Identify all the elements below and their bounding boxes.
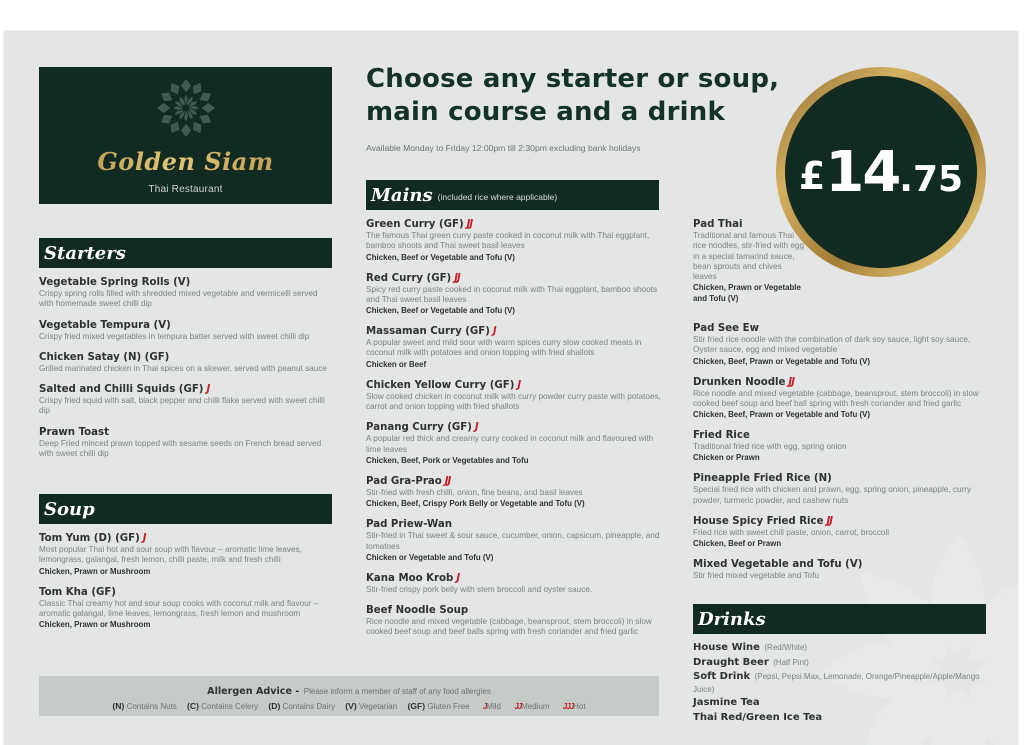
- item-name: Kana Moo Krob: [366, 572, 454, 584]
- offer-headline: [366, 63, 796, 129]
- item-options: Chicken, Beef or Vegetable and Tofu (V): [366, 252, 515, 262]
- item-name: Pad Priew-Wan: [366, 519, 452, 531]
- menu-item: [366, 604, 661, 638]
- item-description: Grilled marinated chicken in Thai spices on a skewer, served with peanut sauce: [39, 363, 327, 373]
- allergen-advice-text: Please inform a member of staff of any food allergies: [303, 687, 491, 696]
- item-description: Most popular Thai hot and sour soup with flavour – aromatic lime leaves, lemongrass, galangal, fresh lemon, chilli paste, milk and fresh chilli: [39, 545, 302, 565]
- allergen-advice-box: [39, 676, 659, 716]
- menu-item: [366, 218, 661, 263]
- menu-item: [366, 572, 661, 595]
- price-value: [785, 76, 977, 268]
- menu-item: [39, 426, 334, 460]
- chilli-mild-icon: J: [492, 326, 496, 338]
- item-description: The famous Thai green curry paste cooked in coconut milk with Thai eggplant, bamboo shoots and Thai sweet basil leaves: [366, 231, 650, 251]
- item-description: Special fried rice with chicken and prawn, egg, spring onion, pineapple, curry powder, turmeric powder, and cashew nuts: [693, 485, 972, 505]
- mains-header: [366, 180, 659, 210]
- item-options: Chicken, Beef, Prawn or Vegetable and Tofu (V): [693, 410, 870, 420]
- mains-note: (included rice where applicable): [437, 192, 558, 202]
- price-cents: .75: [899, 158, 964, 200]
- item-name: Tom Kha (GF): [39, 586, 116, 598]
- chilli-mild-icon: J: [517, 379, 521, 391]
- drink-note: (Half Pint): [773, 657, 809, 667]
- lotus-logo-icon: [155, 77, 217, 139]
- legend-hot: JJJHot: [562, 702, 586, 711]
- item-name: Pad Gra-Prao: [366, 475, 442, 487]
- item-name: Fried Rice: [693, 430, 750, 442]
- drink-item: [693, 695, 988, 710]
- mains-title: Mains: [371, 184, 433, 206]
- menu-page: [4, 31, 1018, 745]
- drink-name: Jasmine Tea: [693, 697, 760, 709]
- chilli-mild-icon: J: [456, 572, 460, 584]
- item-description: Stir-fried crispy pork belly with stem broccoli and oyster sauce.: [366, 584, 593, 594]
- item-name: Green Curry (GF): [366, 219, 464, 230]
- item-description: Rice noodle and mixed vegetable (cabbage, beansprout, stem broccoli) in slow cooked beef soup and beef balls spring with fresh coriander and fried garlic: [366, 617, 652, 637]
- legend-vegetarian: (V) Vegetarian: [345, 701, 398, 711]
- menu-item: [693, 472, 988, 506]
- item-options: Chicken, Prawn or Mushroom: [39, 620, 151, 630]
- chilli-mild-icon: J: [206, 384, 210, 396]
- chilli-medium-icon: JJ: [826, 516, 833, 528]
- item-name: Vegetable Spring Rolls (V): [39, 277, 191, 288]
- drinks-list: [693, 640, 988, 724]
- soup-list: [39, 532, 329, 639]
- item-name: Drunken Noodle: [693, 376, 786, 388]
- item-description: Fried rice with sweet chill paste, onion, carrot, broccoli: [693, 528, 890, 538]
- legend-dairy: (D) Contains Dairy: [268, 701, 336, 711]
- item-description: Stir-fried in Thai sweet & sour sauce, cucumber, onion, capsicum, pineapple, and tomatoes: [366, 531, 660, 551]
- item-description: Crispy fried squid with salt, black pepper and chilli flake served with sweet chilli dip: [39, 396, 325, 416]
- item-name: Mixed Vegetable and Tofu (V): [693, 559, 863, 571]
- menu-item: [693, 558, 988, 581]
- item-description: Crispy spring rolls filled with shredded mixed vegetable and vermicelli served with homemade sweet chilli dip: [39, 289, 318, 309]
- chilli-medium-icon: JJ: [514, 702, 522, 711]
- restaurant-subtitle: Thai Restaurant: [148, 184, 223, 195]
- item-name: Beef Noodle Soup: [366, 605, 469, 617]
- chilli-medium-icon: JJ: [466, 219, 473, 230]
- menu-item: [39, 586, 329, 631]
- price-main: 14: [825, 139, 900, 205]
- item-description: Slow cooked chicken in coconut milk with curry powder curry paste with potatoes, carrot and onion topping with fried shallots: [366, 391, 661, 412]
- price-badge: [776, 67, 986, 277]
- menu-item: [366, 272, 661, 317]
- drink-item: [693, 655, 988, 670]
- item-name: Pad See Ew: [693, 323, 759, 334]
- menu-item: [693, 515, 988, 549]
- item-name: Pad Thai: [693, 219, 743, 230]
- item-options: Chicken, Beef or Prawn: [693, 539, 782, 549]
- mains-item-pad-thai: [693, 218, 805, 313]
- menu-item: [366, 379, 661, 413]
- starters-header: [39, 238, 332, 268]
- item-options: Chicken, Prawn or Vegetable and Tofu (V): [693, 283, 801, 304]
- menu-item: [39, 319, 334, 342]
- logo-panel: [39, 67, 332, 204]
- item-name: House Spicy Fried Rice: [693, 516, 824, 528]
- item-description: Traditional fried rice with egg, spring onion: [693, 442, 847, 452]
- chilli-hot-icon: JJJ: [562, 702, 574, 711]
- item-description: Stir fried mixed vegetable and Tofu: [693, 571, 819, 581]
- legend-nuts: (N) Contains Nuts: [112, 701, 177, 711]
- item-name: Tom Yum (D) (GF): [39, 533, 140, 544]
- chilli-mild-icon: J: [474, 422, 478, 434]
- drink-item: [693, 640, 988, 655]
- item-options: Chicken or Prawn: [693, 453, 760, 463]
- item-name: Salted and Chilli Squids (GF): [39, 384, 204, 396]
- drink-note: (Red/White): [764, 643, 808, 652]
- drink-item: [693, 710, 988, 725]
- item-name: Red Curry (GF): [366, 272, 452, 284]
- menu-item: [366, 518, 661, 563]
- headline-line-2: main course and a drink: [366, 97, 725, 127]
- item-name: Panang Curry (GF): [366, 422, 472, 434]
- menu-item: [366, 475, 661, 509]
- allergen-title: Allergen Advice -: [207, 686, 300, 697]
- item-options: Chicken, Beef, Pork or Vegetables and Tofu: [366, 455, 529, 465]
- drinks-header: [693, 604, 986, 634]
- menu-item: [39, 351, 334, 374]
- item-description: Classic Thai creamy hot and sour soup cooks with coconut milk and flavour – aromatic galangal, lime leaves, lemongrass, fresh lemon and mushroom: [39, 598, 319, 618]
- soup-title: Soup: [44, 498, 95, 520]
- menu-item: [366, 325, 661, 370]
- item-description: Spicy red curry paste cooked in coconut milk with Thai eggplant, bamboo shoots and Thai sweet basil leaves: [366, 284, 658, 304]
- item-description: A popular sweet and mild sour with warm spices curry slow cooked meats in coconut milk with potatoes and onion topping with fried shallots: [366, 338, 642, 358]
- allergen-legend: [39, 701, 659, 711]
- menu-item: [39, 276, 334, 310]
- menu-item: [693, 429, 988, 463]
- item-options: Chicken or Vegetable and Tofu (V): [366, 552, 494, 562]
- menu-item: [693, 218, 805, 304]
- item-name: Chicken Satay (N) (GF): [39, 351, 170, 363]
- menu-item: [693, 322, 988, 367]
- item-name: Vegetable Tempura (V): [39, 319, 171, 331]
- item-options: Chicken, Prawn or Mushroom: [39, 566, 151, 576]
- drink-name: Soft Drink: [693, 671, 751, 683]
- legend-medium: JJMedium: [514, 702, 550, 711]
- item-description: Rice noodle and mixed vegetable (cabbage, beansprout, stem broccoli) in slow cooked beef soup and beef ball spring with fresh coriander and fried garlic: [693, 388, 979, 408]
- mains-list-left: [366, 218, 661, 647]
- chilli-medium-icon: JJ: [444, 475, 451, 487]
- drink-name: Thai Red/Green Ice Tea: [693, 711, 823, 723]
- item-options: Chicken, Beef, Prawn or Vegetable and Tofu (V): [693, 356, 870, 366]
- item-options: Chicken or Beef: [366, 359, 427, 369]
- item-options: Chicken, Beef, Crispy Pork Belly or Vegetable and Tofu (V): [366, 499, 585, 509]
- item-name: Chicken Yellow Curry (GF): [366, 379, 515, 391]
- item-description: A popular red thick and creamy curry cooked in coconut milk and flavoured with lime leaves: [366, 434, 654, 454]
- menu-item: [39, 532, 329, 577]
- item-description: Stir fried rice noodle with the combination of dark soy sauce, light soy sauce, Oyster sauce, egg and mixed vegetable: [693, 335, 971, 355]
- chilli-mild-icon: J: [482, 702, 487, 711]
- price-currency: £: [798, 154, 826, 198]
- legend-celery: (C) Contains Celery: [187, 701, 259, 711]
- drink-name: House Wine: [693, 642, 760, 653]
- legend-mild: JMild: [482, 702, 501, 711]
- item-name: Massaman Curry (GF): [366, 326, 490, 338]
- menu-item: [693, 376, 988, 421]
- item-description: Deep Fried minced prawn topped with sesame seeds on French bread served with sweet chilli dip: [39, 438, 322, 459]
- headline-line-1: Choose any starter or soup,: [366, 64, 780, 94]
- starters-list: [39, 276, 334, 468]
- item-name: Pineapple Fried Rice (N): [693, 473, 832, 485]
- item-name: Prawn Toast: [39, 426, 109, 438]
- legend-gluten-free: (GF) Gluten Free: [407, 701, 470, 711]
- restaurant-name: Golden Siam: [39, 147, 332, 176]
- item-description: Stir-fried with fresh chilli, onion, fine beans, and basil leaves: [366, 487, 583, 497]
- menu-item: [39, 383, 334, 417]
- item-description: Crispy fried mixed vegetables in tempura batter served with sweet chilli dip: [39, 331, 310, 341]
- soup-header: [39, 494, 332, 524]
- item-options: Chicken, Beef or Vegetable and Tofu (V): [366, 306, 515, 316]
- menu-item: [366, 421, 661, 466]
- drinks-title: Drinks: [698, 608, 766, 630]
- starters-title: Starters: [44, 242, 126, 264]
- chilli-mild-icon: J: [142, 533, 146, 544]
- chilli-medium-icon: JJ: [454, 272, 460, 284]
- availability-note: Available Monday to Friday 12:00pm till 2:30pm excluding bank holidays: [366, 143, 641, 153]
- drink-item: [693, 669, 988, 695]
- item-description: Traditional and famous Thai rice noodles, stir-fried with egg in a special tamarind sauce, bean sprouts and chives leaves: [693, 231, 805, 282]
- drink-note: (Pepsi, Pepsi Max, Lemonade, Orange/Pineapple/Apple/Mango Juice): [693, 672, 980, 695]
- mains-list-right: [693, 322, 988, 591]
- drink-name: Draught Beer: [693, 656, 769, 668]
- chilli-medium-icon: JJ: [788, 376, 795, 388]
